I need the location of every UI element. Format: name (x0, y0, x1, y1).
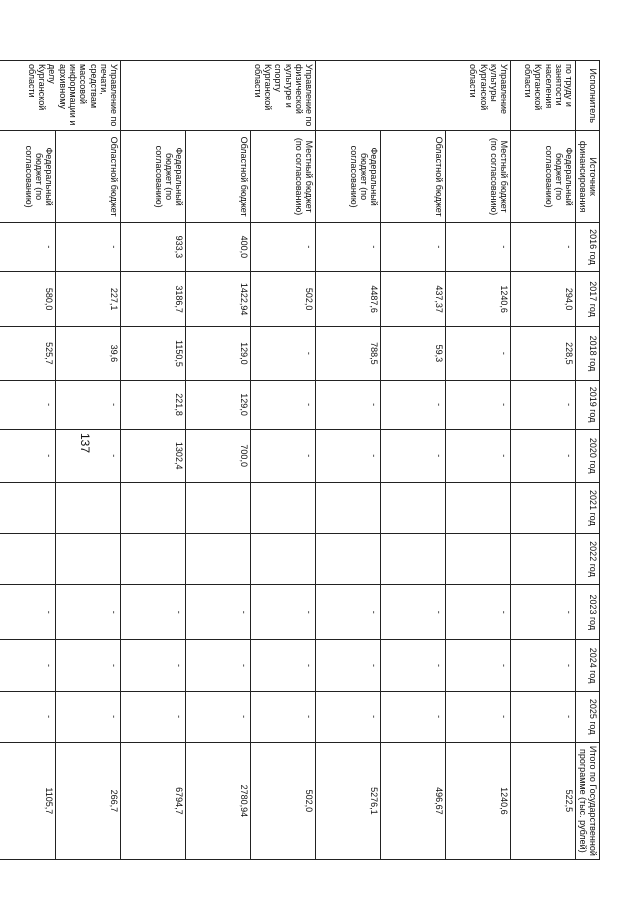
source-cell: Областной бюджет (186, 131, 251, 223)
value-cell: 39,6 (56, 327, 121, 380)
value-cell: - (381, 691, 446, 742)
value-cell: - (316, 691, 381, 742)
value-cell: - (511, 380, 576, 429)
year-header: 2020 год (576, 429, 600, 482)
value-cell (56, 533, 121, 584)
page-number: 137 (78, 432, 93, 454)
year-header: 2019 год (576, 380, 600, 429)
value-cell: 580,0 (0, 271, 56, 326)
value-cell: - (0, 222, 56, 271)
table-row (186, 61, 251, 860)
value-cell: - (0, 429, 56, 482)
value-cell: - (186, 640, 251, 691)
value-cell: 129,0 (186, 327, 251, 380)
value-cell: - (511, 640, 576, 691)
row-total-cell: 502,0 (251, 742, 316, 859)
value-cell: - (56, 429, 121, 482)
table-row (56, 61, 121, 860)
value-cell: - (446, 380, 511, 429)
value-cell: - (56, 585, 121, 640)
source-cell: Федеральный бюджет (по согласованию) (121, 131, 186, 223)
year-header: 2022 год (576, 533, 600, 584)
value-cell (121, 482, 186, 533)
value-cell: - (511, 222, 576, 271)
value-cell: - (316, 640, 381, 691)
value-cell: - (381, 640, 446, 691)
value-cell: - (446, 585, 511, 640)
value-cell: 788,5 (316, 327, 381, 380)
value-cell: - (251, 691, 316, 742)
value-cell: - (446, 691, 511, 742)
value-cell (56, 482, 121, 533)
row-total-cell: 6794,7 (121, 742, 186, 859)
table-row (121, 61, 186, 860)
value-cell: - (0, 585, 56, 640)
value-cell: - (446, 640, 511, 691)
source-cell: Федеральный бюджет (по согласованию) (316, 131, 381, 223)
table-row (446, 61, 511, 860)
value-cell (316, 482, 381, 533)
table-row (251, 61, 316, 860)
value-cell: 4487,6 (316, 271, 381, 326)
financing-table (0, 60, 600, 860)
value-cell: - (251, 585, 316, 640)
value-cell: - (446, 429, 511, 482)
value-cell: - (381, 585, 446, 640)
value-cell: - (316, 429, 381, 482)
value-cell (0, 482, 56, 533)
row-total-cell: 522,5 (511, 742, 576, 859)
value-cell: 1240,6 (446, 271, 511, 326)
executor-header: Исполнитель (576, 61, 600, 131)
value-cell: 227,1 (56, 271, 121, 326)
row-total-cell: 266,7 (56, 742, 121, 859)
table-body (0, 61, 576, 860)
source-cell: Федеральный бюджет (по согласованию) (511, 131, 576, 223)
total-header: Итого по Государственной программе (тыс. рублей) (576, 742, 600, 859)
value-cell (381, 482, 446, 533)
value-cell: 59,3 (381, 327, 446, 380)
value-cell (511, 482, 576, 533)
source-cell: Федеральный бюджет (по согласованию) (0, 131, 56, 223)
value-cell: 221,8 (121, 380, 186, 429)
value-cell: - (511, 429, 576, 482)
value-cell (511, 533, 576, 584)
row-total-cell: 5276,1 (316, 742, 381, 859)
value-cell: - (0, 640, 56, 691)
rotated-table-wrapper (0, 60, 600, 860)
value-cell: - (121, 640, 186, 691)
value-cell: 129,0 (186, 380, 251, 429)
value-cell (446, 482, 511, 533)
row-total-cell: 1105,7 (0, 742, 56, 859)
source-cell: Областной бюджет (381, 131, 446, 223)
row-total-cell: 1240,6 (446, 742, 511, 859)
value-cell: - (446, 222, 511, 271)
value-cell: - (0, 691, 56, 742)
value-cell: 1150,5 (121, 327, 186, 380)
value-cell (186, 533, 251, 584)
value-cell: - (316, 585, 381, 640)
value-cell: 700,0 (186, 429, 251, 482)
year-header: 2016 год (576, 222, 600, 271)
value-cell: - (251, 640, 316, 691)
value-cell (121, 533, 186, 584)
header-row (576, 61, 600, 860)
executor-cell: Управление по печати, средствам массовой информации и архивному делу Курганской области (0, 61, 121, 131)
value-cell (251, 533, 316, 584)
year-header: 2018 год (576, 327, 600, 380)
value-cell: - (56, 640, 121, 691)
table-row (0, 61, 56, 860)
table-row (316, 61, 381, 860)
value-cell: - (511, 691, 576, 742)
value-cell: - (251, 222, 316, 271)
value-cell: 294,0 (511, 271, 576, 326)
value-cell (251, 482, 316, 533)
value-cell: - (381, 222, 446, 271)
value-cell: 1302,4 (121, 429, 186, 482)
value-cell (446, 533, 511, 584)
value-cell: - (121, 585, 186, 640)
executor-cell: Управление по физической культуре и спорту Курганской области (121, 61, 316, 131)
value-cell (381, 533, 446, 584)
source-cell: Местный бюджет (по согласованию) (446, 131, 511, 223)
year-header: 2025 год (576, 691, 600, 742)
year-header: 2017 год (576, 271, 600, 326)
row-total-cell: 2780,94 (186, 742, 251, 859)
value-cell: - (251, 429, 316, 482)
value-cell: 502,0 (251, 271, 316, 326)
value-cell (0, 533, 56, 584)
value-cell: - (446, 327, 511, 380)
value-cell: - (316, 380, 381, 429)
value-cell: - (121, 691, 186, 742)
value-cell: - (251, 380, 316, 429)
source-header: Источник финансирования (576, 131, 600, 223)
year-header: 2021 год (576, 482, 600, 533)
value-cell: 3186,7 (121, 271, 186, 326)
value-cell: 933,3 (121, 222, 186, 271)
source-cell: Местный бюджет (по согласованию) (251, 131, 316, 223)
source-cell: Областной бюджет (56, 131, 121, 223)
value-cell: 228,5 (511, 327, 576, 380)
value-cell: 400,0 (186, 222, 251, 271)
table-row (511, 61, 576, 860)
value-cell: 1422,94 (186, 271, 251, 326)
value-cell: - (186, 691, 251, 742)
value-cell (316, 533, 381, 584)
year-header: 2023 год (576, 585, 600, 640)
value-cell: - (381, 429, 446, 482)
value-cell: - (511, 585, 576, 640)
value-cell: - (56, 222, 121, 271)
year-header: 2024 год (576, 640, 600, 691)
value-cell: - (56, 691, 121, 742)
value-cell: - (381, 380, 446, 429)
value-cell: - (56, 380, 121, 429)
value-cell: - (186, 585, 251, 640)
executor-cell: Управление культуры Курганской области (316, 61, 511, 131)
value-cell: 525,7 (0, 327, 56, 380)
value-cell: - (316, 222, 381, 271)
value-cell: - (0, 380, 56, 429)
executor-cell: по труду и занятости населения Курганской области (511, 61, 576, 131)
value-cell (186, 482, 251, 533)
value-cell: - (251, 327, 316, 380)
table-row (381, 61, 446, 860)
value-cell: 437,37 (381, 271, 446, 326)
row-total-cell: 496,67 (381, 742, 446, 859)
